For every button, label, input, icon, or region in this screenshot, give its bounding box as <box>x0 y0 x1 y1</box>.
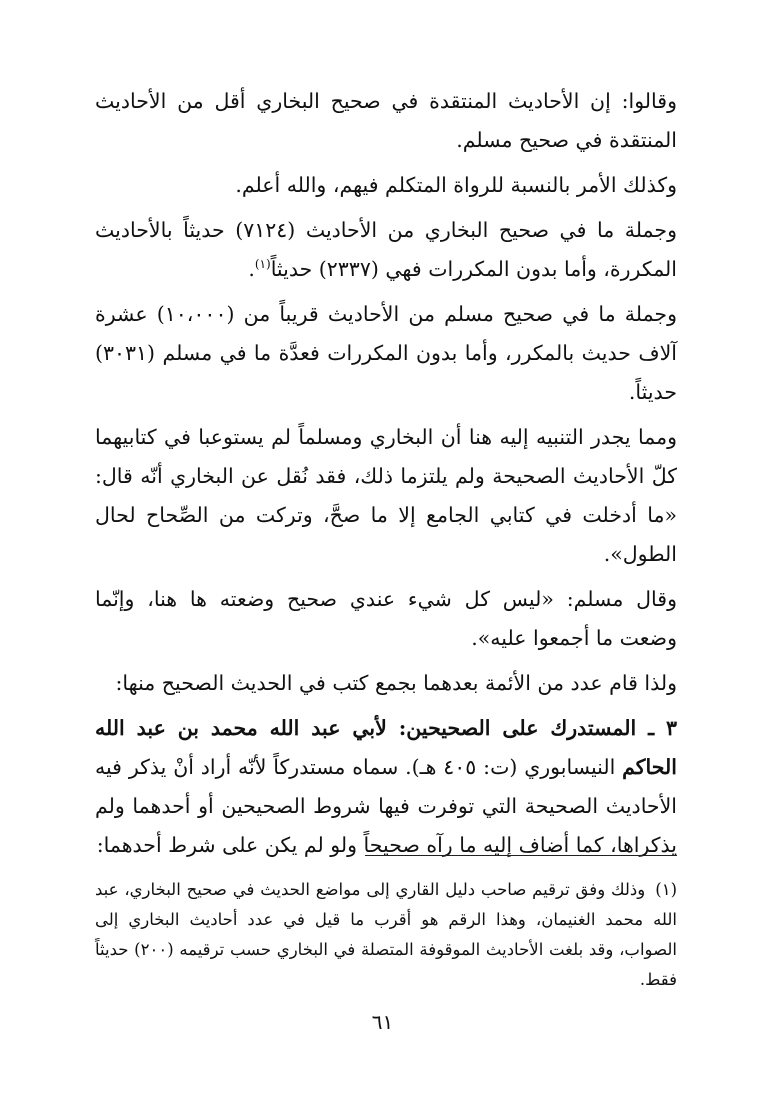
footnote-text: وذلك وفق ترقيم صاحب دليل القاري إلى مواضع الحديث في صحيح البخاري، عبد الله محمد الغنيمان، وهذا الرقم هو أقرب ما قيل في عدد أحاديث البخاري إلى الصواب، وقد بلغت الأحاديث الموقوفة المتصلة في البخاري حسب ترقيمه (٢٠٠) حديثاً فقط. <box>95 880 677 989</box>
paragraph-not-exhaustive: ومما يجدر التنبيه إليه هنا أن البخاري ومسلماً لم يستوعبا في كتابيهما كلّ الأحاديث الصحيحة ولم يلتزما ذلك، فقد نُقل عن البخاري أنّه قال: «ما أدخلت في كتابي الجامع إلا ما صحَّ، وتركت من الصِّحاح لحال الطول». <box>95 425 677 566</box>
paragraph-bukhari-count-text: وجملة ما في صحيح البخاري من الأحاديث (٧١٢٤) حديثاً بالأحاديث المكررة، وأما بدون المكررات فهي (٢٣٣٧) حديثاً <box>95 218 677 281</box>
footnote-divider <box>365 855 677 856</box>
paragraph-narrators: وكذلك الأمر بالنسبة للرواة المتكلم فيهم، والله أعلم. <box>235 173 677 197</box>
main-text <box>95 82 677 871</box>
paragraph-muslim-quote: وقال مسلم: «ليس كل شيء عندي صحيح وضعته ها هنا، وإنّما وضعت ما أجمعوا عليه». <box>95 587 677 650</box>
paragraph-bukhari-count-tail: . <box>248 257 255 281</box>
footnote-number: (١) <box>655 880 677 899</box>
footnote-marker[interactable]: (١) <box>254 257 271 272</box>
paragraph-muslim-count: وجملة ما في صحيح مسلم من الأحاديث قريباً من (١٠،٠٠٠) عشرة آلاف حديث بالمكرر، وأما بدون المكررات فعدَّة ما في مسلم (٣٠٣١) حديثاً. <box>95 302 678 404</box>
paragraph-criticized-hadith: وقالوا: إن الأحاديث المنتقدة في صحيح البخاري أقل من الأحاديث المنتقدة في صحيح مسلم. <box>95 89 677 152</box>
footnote <box>95 875 677 995</box>
mustadrak-heading: ٣ ـ المستدرك على الصحيحين: لأبي عبد الله محمد بن عبد الله الحاكم <box>95 716 677 779</box>
paragraph-bukhari-count <box>95 211 677 289</box>
mustadrak-body: النيسابوري (ت: ٤٠٥ هـ). سماه مستدركاً لأنّه أراد أنْ يذكر فيه الأحاديث الصحيحة التي توفرت فيها شروط الصحيحين أو أحدهما ولم يذكراها، كما أضاف إليه ما رآه صحيحاً ولو لم يكن على شرط أحدهما: <box>95 755 677 857</box>
paragraph-later-collections: ولذا قام عدد من الأئمة بعدهما بجمع كتب في الحديث الصحيح منها: <box>115 671 677 695</box>
page-number: ٦١ <box>371 1010 394 1034</box>
paragraph-mustadrak <box>95 709 677 865</box>
